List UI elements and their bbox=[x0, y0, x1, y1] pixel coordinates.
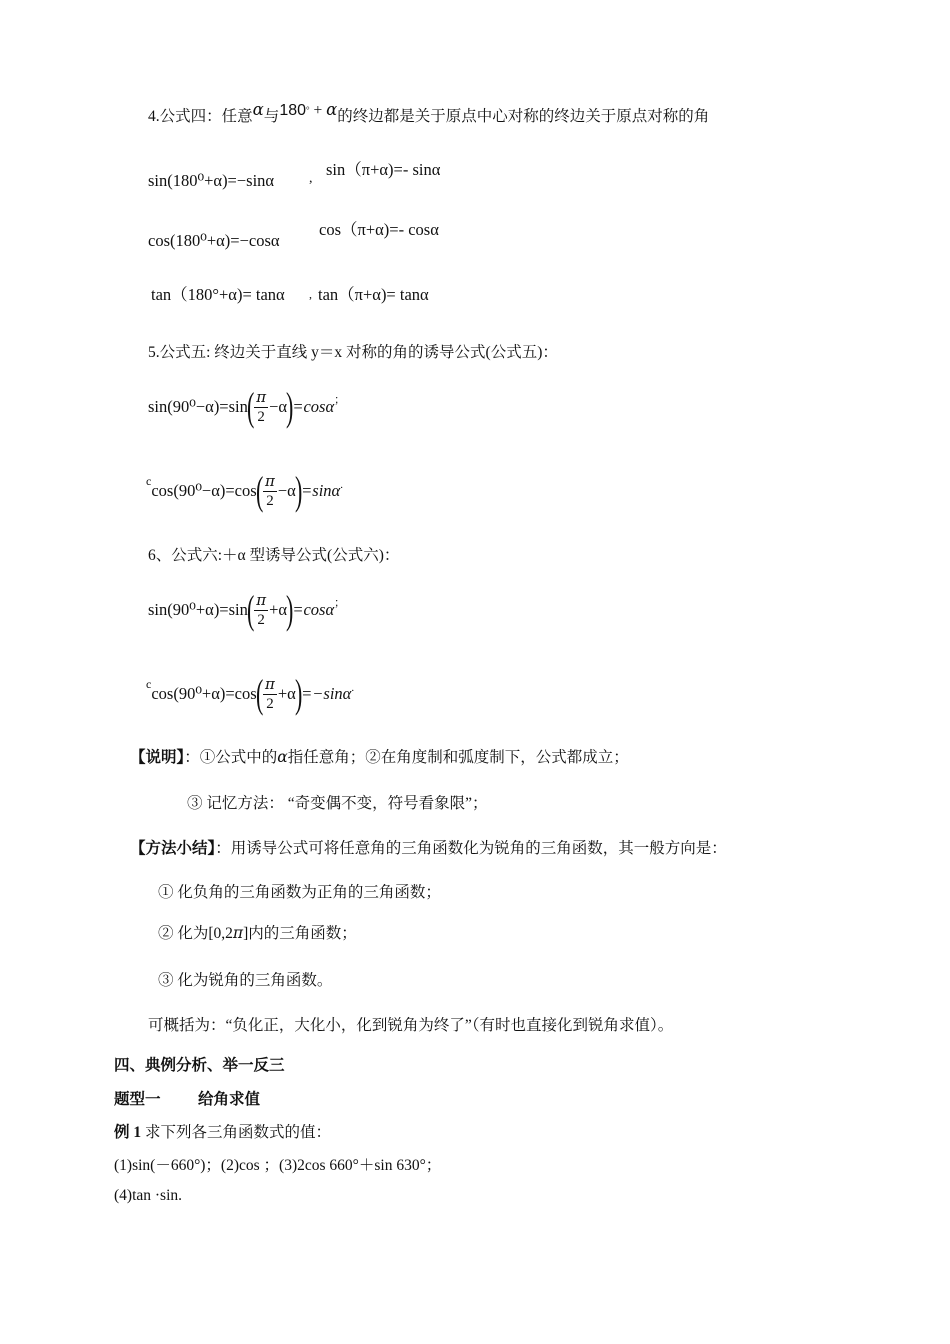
formula4-sin-right: sin（π+α)=- sinα bbox=[326, 160, 441, 179]
fraction-numerator: π bbox=[265, 471, 275, 490]
alpha-symbol: α bbox=[252, 100, 264, 119]
formula4-angle: 180 bbox=[279, 102, 307, 119]
formula6-title: 6、公式六:＋α 型诱导公式(公式六)： bbox=[148, 547, 400, 564]
example-text: 求下列各三角函数式的值： bbox=[141, 1124, 332, 1141]
formula6-line2 bbox=[146, 670, 354, 718]
right-paren: ) bbox=[286, 384, 294, 429]
explain-line bbox=[130, 745, 629, 767]
formula5-line2 bbox=[146, 467, 343, 515]
left-paren: ( bbox=[246, 587, 255, 632]
fraction-denominator: 2 bbox=[266, 492, 274, 509]
method-summary-line bbox=[130, 836, 727, 858]
step-2-prefix: ② 化为[0,2 bbox=[158, 925, 233, 942]
example-label: 例 1 bbox=[114, 1124, 142, 1141]
step-2 bbox=[158, 921, 357, 943]
stray-c: c bbox=[146, 473, 152, 488]
step-3: ③ 化为锐角的三角函数。 bbox=[158, 972, 333, 989]
comma: , bbox=[309, 171, 313, 186]
stray-c: c bbox=[146, 676, 152, 691]
fraction-numerator: π bbox=[256, 387, 267, 406]
alpha-symbol-2: α bbox=[326, 100, 338, 119]
formula4-sin-left: sin(180⁰+α)=−sinα bbox=[148, 171, 275, 190]
formula6-line1-lhs: sin(90⁰+α)=sin bbox=[148, 600, 248, 619]
formula4-title-prefix: 4.公式四：任意 bbox=[148, 108, 253, 125]
formula5-line2-lhs: cos(90⁰−α)=cos bbox=[151, 481, 257, 500]
right-paren: ) bbox=[286, 587, 294, 632]
fraction bbox=[263, 472, 277, 511]
fraction-denominator: 2 bbox=[257, 611, 265, 628]
fraction-denominator: 2 bbox=[266, 695, 274, 712]
formula4-title bbox=[148, 100, 710, 126]
fraction-denominator: 2 bbox=[257, 408, 265, 425]
right-paren: ) bbox=[294, 468, 303, 513]
inner-tail: −α bbox=[269, 397, 288, 416]
problems-line-1: (1)sin(－660°)；(2)cos ；(3)2cos 660°＋sin 630°； bbox=[114, 1157, 442, 1174]
formula6-line2-lhs: cos(90⁰+α)=cos bbox=[151, 684, 257, 703]
alpha-symbol: α bbox=[277, 748, 288, 766]
left-paren: ( bbox=[246, 384, 255, 429]
end-punct: ； bbox=[334, 394, 346, 406]
plus-symbol: + bbox=[309, 102, 327, 119]
explain-text-1: ：①公式中的 bbox=[184, 749, 278, 766]
question-type-title: 给角求值 bbox=[198, 1091, 261, 1108]
formula5-line1-lhs: sin(90⁰−α)=sin bbox=[148, 397, 248, 416]
formula4-title-suffix: 的终边都是关于原点中心对称的终边关于原点对称的角 bbox=[337, 108, 710, 125]
formula6-line2-rhs: =−sinα bbox=[301, 684, 352, 703]
memory-method: ③ 记忆方法： “奇变偶不变，符号看象限”； bbox=[187, 795, 488, 812]
formula4-with: 与 bbox=[263, 108, 280, 125]
formula5-line1-rhs: =cosα bbox=[292, 397, 335, 416]
left-paren: ( bbox=[255, 671, 264, 716]
problems-line-2: (4)tan ·sin. bbox=[114, 1187, 183, 1204]
fraction-numerator: π bbox=[265, 674, 275, 693]
end-punct: . bbox=[340, 479, 343, 491]
pi-symbol: π bbox=[232, 924, 244, 942]
fraction bbox=[263, 675, 277, 714]
left-paren: ( bbox=[255, 468, 264, 513]
inner-tail: −α bbox=[277, 481, 296, 500]
method-text: ：用诱导公式可将任意角的三角函数化为锐角的三角函数，其一般方向是： bbox=[215, 840, 727, 857]
example-1 bbox=[114, 1120, 331, 1142]
right-paren: ) bbox=[294, 671, 303, 716]
fraction bbox=[254, 591, 268, 630]
formula6-line1 bbox=[148, 586, 345, 634]
fraction-numerator: π bbox=[256, 590, 267, 609]
explain-text-2: 指任意角；②在角度制和弧度制下，公式都成立； bbox=[287, 749, 629, 766]
comma-2: , bbox=[309, 287, 312, 301]
section-heading: 四、典例分析、举一反三 bbox=[114, 1057, 285, 1074]
summary-line: 可概括为：“负化正，大化小，化到锐角为终了”（有时也直接化到锐角求值）。 bbox=[148, 1017, 674, 1034]
formula4-cos-right: cos（π+α)=- cosα bbox=[319, 220, 439, 239]
step-1: ① 化负角的三角函数为正角的三角函数； bbox=[158, 884, 441, 901]
end-punct: . bbox=[351, 682, 355, 694]
inner-tail: +α bbox=[277, 684, 296, 703]
formula4-cos-left: cos(180⁰+α)=−cosα bbox=[148, 231, 280, 250]
formula6-line1-rhs: =cosα bbox=[292, 600, 335, 619]
fraction bbox=[254, 388, 268, 427]
explain-label: 【说明】 bbox=[130, 749, 185, 766]
question-type-label: 题型一 bbox=[114, 1091, 161, 1108]
formula5-line2-rhs: =sinα bbox=[301, 481, 341, 500]
method-label: 【方法小结】 bbox=[130, 840, 216, 857]
formula5-line1 bbox=[148, 383, 345, 431]
formula5-title: 5.公式五: 终边关于直线 y＝x 对称的角的诱导公式(公式五)： bbox=[148, 344, 558, 361]
formula4-tan-right: tan（π+α)= tanα bbox=[318, 285, 429, 304]
degree-symbol: ° bbox=[306, 105, 310, 115]
end-punct: ； bbox=[334, 597, 346, 609]
step-2-suffix: ]内的三角函数； bbox=[243, 925, 357, 942]
inner-tail: +α bbox=[269, 600, 288, 619]
formula4-tan-left: tan（180°+α)= tanα bbox=[151, 285, 285, 304]
